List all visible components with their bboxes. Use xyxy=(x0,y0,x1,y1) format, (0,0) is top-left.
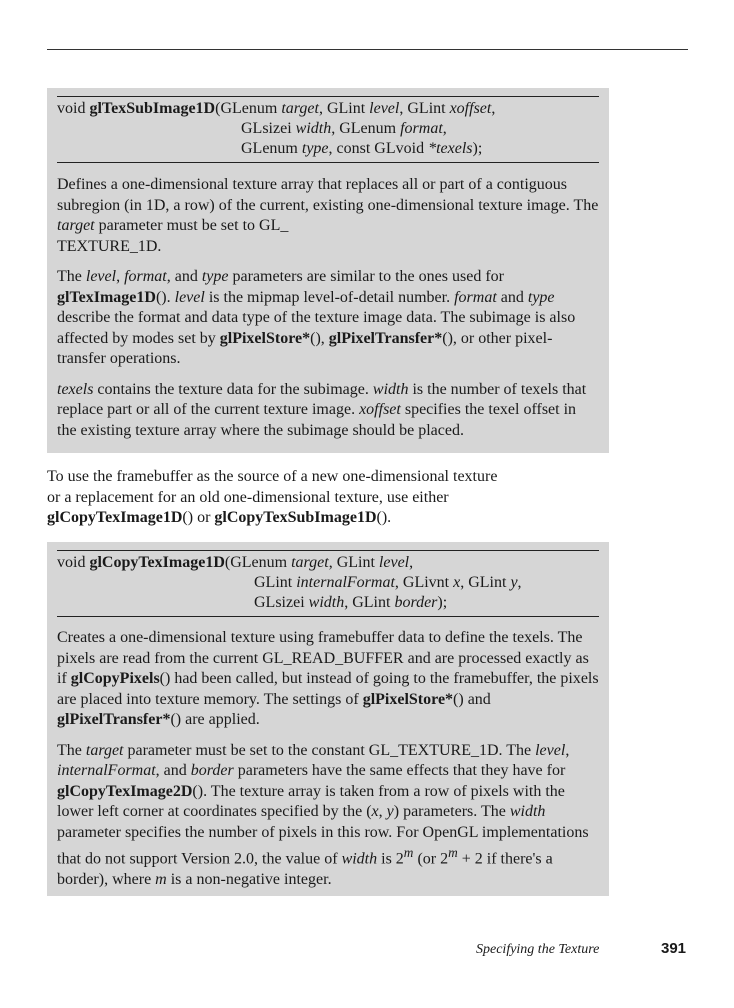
signature-line: GLint internalFormat, GLivnt x, GLint y, xyxy=(254,574,522,591)
description-paragraph: Creates a one-dimensional texture using framebuffer data to define the texels. The pixels are read from the current GL_READ_BUFFER and are processed exactly as if glCopyPixels() had been called, but instead of going to the framebuffer, the pixels are placed into texture memory. The settings of glPixelStore*() and glPixelTransfer*() are applied. xyxy=(57,629,599,728)
page-number: 391 xyxy=(661,940,687,957)
top-rule xyxy=(47,49,688,50)
signature-line: GLsizei width, GLenum format, xyxy=(241,120,447,137)
signature-line: GLsizei width, GLint border); xyxy=(254,594,448,611)
signature-line: GLenum type, const GLvoid *texels); xyxy=(241,140,483,157)
description-paragraph: The target parameter must be set to the constant GL_TEXTURE_1D. The level, internalFormat, and border parameters have the same effects that they have for glCopyTexImage2D(). The texture array is taken from a row of pixels with the lower left corner at coordinates specified by the (x, y) parameters. The width parameter specifies the number of pixels in this row. For OpenGL implementations that do not support Version 2.0, the value of width is 2$^m$ (or $2^m + 2$ if there's a border), where m is a non-negative integer. xyxy=(57,741,589,888)
function-signature xyxy=(57,550,599,617)
description-paragraph: texels contains the texture data for the subimage. width is the number of texels that replace part or all of the current texture image. xoffset specifies the texel offset in the existing texture array where the subimage should be placed. xyxy=(57,380,587,439)
description-paragraph: The level, format, and type parameters are similar to the ones used for glTexImage1D(). level is the mipmap level-of-detail number. format and type describe the format and data type of the texture image data. The subimage is also affected by modes set by glPixelStore*(), glPixelTransfer*(), or other pixel-transfer operations. xyxy=(57,268,576,367)
function-box-gltexsubimage1d xyxy=(47,88,609,453)
function-description xyxy=(57,628,599,890)
running-footer-title: Specifying the Texture xyxy=(476,942,600,957)
description-paragraph: Defines a one-dimensional texture array that replaces all or part of a contiguous subregion (in 1D, a row) of the current, existing one-dimensional texture image. The target parameter must be set to GL_ TEXTURE_1D. xyxy=(57,176,599,255)
function-box-glcopyteximage1d xyxy=(47,542,609,896)
body-paragraph xyxy=(47,467,647,529)
function-signature xyxy=(57,96,599,163)
function-description xyxy=(57,175,599,441)
signature-line: void glCopyTexImage1D(GLenum target, GLint level, xyxy=(57,554,414,571)
intro-text: To use the framebuffer as the source of a new one-dimensional texture or a replacement for an old one-dimensional texture, use either glCopyTexImage1D() or glCopyTexSubImage1D(). xyxy=(47,468,498,526)
signature-line: void glTexSubImage1D(GLenum target, GLint level, GLint xoffset, xyxy=(57,100,496,117)
